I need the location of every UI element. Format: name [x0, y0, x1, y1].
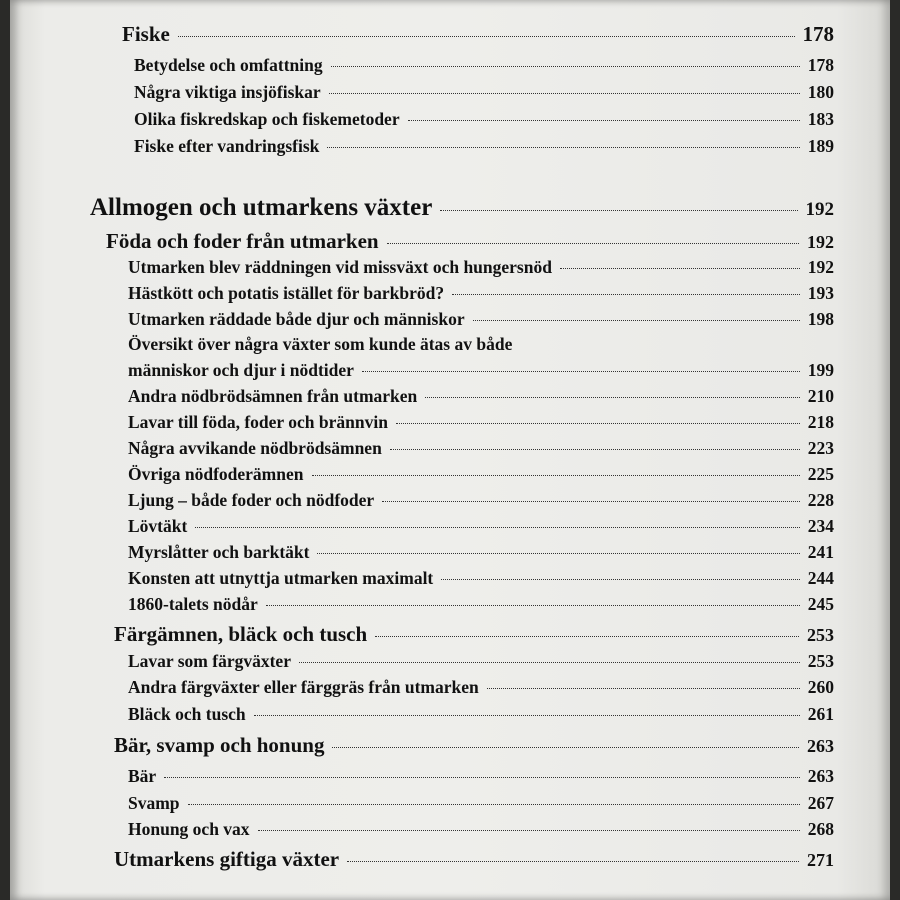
toc-entry-page: 261: [807, 704, 834, 724]
toc-entry-title: Lavar till föda, foder och brännvin: [128, 412, 388, 432]
toc-entry: [128, 412, 834, 433]
toc-entry-title: Andra nödbrödsämnen från utmarken: [128, 386, 418, 406]
leader-dots: [178, 36, 795, 37]
leader-dots: [408, 120, 800, 121]
toc-entry-title: Några viktiga insjöfiskar: [134, 82, 321, 102]
toc-entry-page: 244: [807, 568, 834, 588]
leader-dots: [195, 527, 799, 528]
toc-entry-page: 267: [807, 793, 834, 813]
toc-entry-title: Andra färgväxter eller färggräs från utmarken: [128, 677, 479, 697]
toc-entry: [128, 542, 834, 563]
toc-entry: [128, 568, 834, 589]
book-page: [10, 0, 890, 900]
toc-entry: [134, 55, 834, 76]
leader-dots: [452, 294, 800, 295]
leader-dots: [440, 210, 797, 211]
leader-dots: [390, 449, 800, 450]
leader-dots: [258, 830, 800, 831]
leader-dots: [347, 861, 799, 862]
toc-entry: [128, 257, 834, 278]
toc-entry-title: Utmarken blev räddningen vid missväxt och hungersnöd: [128, 257, 552, 277]
toc-entry: [128, 677, 834, 698]
toc-entry-page: 178: [807, 55, 834, 75]
toc-entry-page: 271: [807, 850, 834, 870]
toc-entry: [114, 847, 834, 872]
toc-entry-title: Färgämnen, bläck och tusch: [114, 622, 368, 646]
leader-dots: [382, 501, 800, 502]
toc-entry-page: 189: [807, 136, 834, 156]
toc-entry-page: 260: [807, 677, 834, 697]
toc-entry-title: Utmarkens giftiga växter: [114, 847, 340, 871]
toc-entry: [128, 704, 834, 725]
leader-dots: [560, 268, 800, 269]
toc-entry-page: 192: [807, 232, 834, 252]
toc-entry: [114, 622, 834, 647]
toc-entry-title: Honung och vax: [128, 819, 250, 839]
toc-entry-title: Bläck och tusch: [128, 704, 246, 724]
toc-entry-title: Konsten att utnyttja utmarken maximalt: [128, 568, 434, 588]
toc-entry-title: Några avvikande nödbrödsämnen: [128, 438, 382, 458]
toc-entry-page: 225: [807, 464, 834, 484]
toc-entry: [134, 109, 834, 130]
toc-entry-page: 198: [807, 309, 834, 329]
toc-entry-title: Svamp: [128, 793, 180, 813]
leader-dots: [332, 747, 799, 748]
toc-entry-title-line1: Översikt över några växter som kunde ätas av både: [128, 334, 513, 354]
leader-dots: [331, 66, 800, 67]
toc-entry-title: människor och djur i nödtider: [128, 360, 354, 380]
toc-entry: [128, 283, 834, 304]
toc-entry-page: 241: [807, 542, 834, 562]
leader-dots: [317, 553, 799, 554]
toc-entry: [128, 766, 834, 787]
toc-entry-title: Betydelse och omfattning: [134, 55, 323, 75]
toc-entry-title: Fiske: [122, 22, 170, 46]
toc-entry-page: 268: [807, 819, 834, 839]
toc-entry: [114, 733, 834, 758]
toc-entry-page: 218: [807, 412, 834, 432]
toc-entry-page: 263: [807, 766, 834, 786]
toc-entry-page: 193: [807, 283, 834, 303]
toc-entry-page: 192: [807, 257, 834, 277]
toc-entry: [128, 386, 834, 407]
leader-dots: [473, 320, 800, 321]
toc-entry-title: Bär: [128, 766, 157, 786]
leader-dots: [312, 475, 800, 476]
leader-dots: [254, 715, 800, 716]
toc-entry-title: Övriga nödfoderämnen: [128, 464, 304, 484]
leader-dots: [327, 147, 799, 148]
toc-entry-page: 253: [807, 625, 834, 645]
toc-entry-title: Lavar som färgväxter: [128, 651, 291, 671]
toc-entry-title: Utmarken räddade både djur och människor: [128, 309, 465, 329]
toc-entry-page: 263: [807, 736, 834, 756]
leader-dots: [396, 423, 800, 424]
toc-entry: [122, 22, 834, 47]
toc-entry-page: 178: [802, 22, 834, 46]
leader-dots: [188, 804, 800, 805]
leader-dots: [164, 777, 800, 778]
toc-entry-title: Ljung – både foder och nödfoder: [128, 490, 375, 510]
leader-dots: [266, 605, 800, 606]
toc-entry-page: 192: [805, 199, 834, 220]
toc-entry: [128, 819, 834, 840]
toc-entry-title: Olika fiskredskap och fiskemetoder: [134, 109, 400, 129]
toc-entry-page: 234: [807, 516, 834, 536]
toc-entry-title: Föda och foder från utmarken: [106, 229, 379, 253]
toc-entry-page: 180: [807, 82, 834, 102]
toc-entry-title: 1860-talets nödår: [128, 594, 258, 614]
toc-entry-page: 245: [807, 594, 834, 614]
toc-entry-page: 199: [807, 360, 834, 380]
toc-entry: [128, 594, 834, 615]
leader-dots: [299, 662, 800, 663]
leader-dots: [362, 371, 800, 372]
leader-dots: [441, 579, 799, 580]
toc-entry: [128, 793, 834, 814]
toc-entry: [128, 438, 834, 459]
toc-entry: [128, 516, 834, 537]
toc-entry-title: Allmogen och utmarkens växter: [90, 194, 433, 221]
toc-entry-title: Fiske efter vandringsfisk: [134, 136, 320, 156]
toc-entry: [134, 136, 834, 157]
toc-entry-title: Hästkött och potatis istället för barkbröd?: [128, 283, 445, 303]
toc-entry: [134, 82, 834, 103]
toc-entry-page: 210: [807, 386, 834, 406]
toc-entry: [128, 464, 834, 485]
toc-entry-page: 223: [807, 438, 834, 458]
toc-entry: [128, 360, 834, 381]
toc-entry-title: Myrslåtter och barktäkt: [128, 542, 310, 562]
leader-dots: [487, 688, 800, 689]
toc-entry-page: 183: [807, 109, 834, 129]
leader-dots: [375, 636, 799, 637]
toc-entry: [106, 229, 834, 254]
toc-entry-page: 228: [807, 490, 834, 510]
leader-dots: [329, 93, 800, 94]
toc-entry-page: 253: [807, 651, 834, 671]
toc-entry: [128, 651, 834, 672]
toc-entry-title: Lövtäkt: [128, 516, 188, 536]
toc-entry: [128, 490, 834, 511]
leader-dots: [425, 397, 799, 398]
leader-dots: [387, 243, 799, 244]
toc-entry: [128, 309, 834, 330]
toc-chapter-entry: [90, 194, 834, 222]
toc-entry-title: Bär, svamp och honung: [114, 733, 325, 757]
